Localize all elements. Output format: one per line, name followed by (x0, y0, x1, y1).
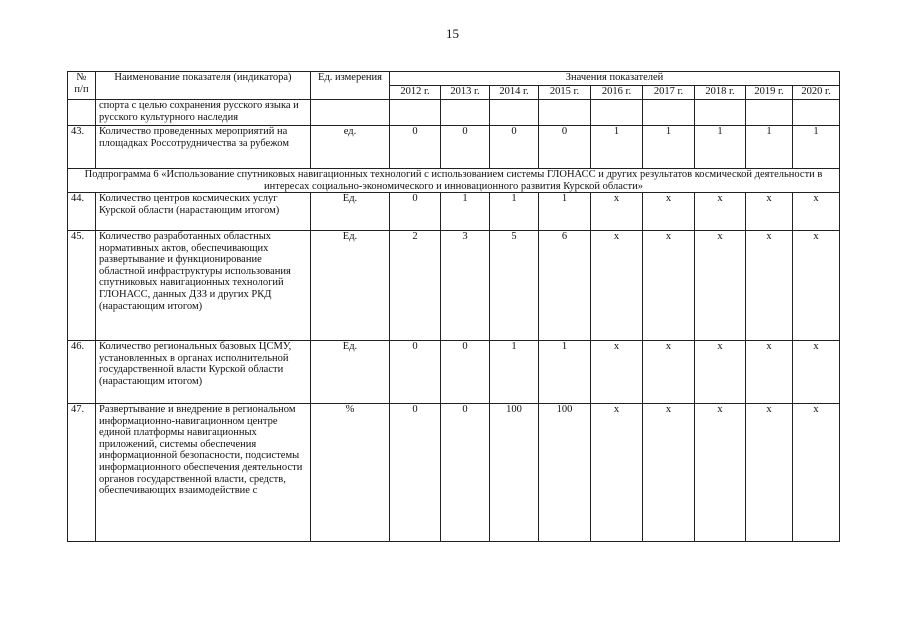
value-cell: 0 (539, 126, 591, 169)
value-cell: х (746, 404, 793, 542)
value-cell (695, 100, 746, 126)
value-cell: х (695, 404, 746, 542)
header-year: 2014 г. (490, 86, 539, 100)
value-cell (390, 100, 441, 126)
page-number: 15 (446, 26, 459, 41)
indicator-name: Количество региональных базовых ЦСМУ, установленных в органах исполнительной государственной власти Курской области (нарастающим итогом) (96, 341, 311, 404)
value-cell: 0 (390, 193, 441, 231)
unit-cell: Ед. (311, 193, 390, 231)
indicator-name: Развертывание и внедрение в региональном информационно-навигационном центре единой платформы навигационных приложений, системы обеспечения информационной безопасности, подсистемы информационного обеспечения деятельности органов государственной власти, средств, обеспечивающих взаимодействие с (96, 404, 311, 542)
value-cell: х (591, 193, 643, 231)
value-cell (441, 100, 490, 126)
table-row (68, 193, 840, 231)
value-cell: х (643, 193, 695, 231)
unit-cell: % (311, 404, 390, 542)
value-cell: х (643, 231, 695, 341)
value-cell (539, 100, 591, 126)
row-number: 45. (68, 231, 96, 341)
indicator-name: Количество разработанных областных нормативных актов, обеспечивающих развертывание и функционирование областной инфраструктуры использования спутниковых навигационных технологий ГЛОНАСС, данных ДЗЗ и других РКД (нарастающим итогом) (96, 231, 311, 341)
value-cell: х (643, 404, 695, 542)
header-year: 2019 г. (746, 86, 793, 100)
header-values-group: Значения показателей (390, 72, 840, 86)
value-cell: 1 (793, 126, 840, 169)
value-cell: 1 (746, 126, 793, 169)
indicator-name: спорта с целью сохранения русского языка и русского культурного наследия (96, 100, 311, 126)
value-cell: х (746, 231, 793, 341)
table-row (68, 126, 840, 169)
value-cell (793, 100, 840, 126)
value-cell: 0 (390, 404, 441, 542)
subprogram-title: Подпрограмма 6 «Использование спутниковых навигационных технологий с использованием системы ГЛОНАСС и других результатов космической деятельности в интересах социально-экономического и инновационного развития Курской области» (68, 169, 840, 193)
value-cell: 0 (390, 341, 441, 404)
unit-cell (311, 100, 390, 126)
value-cell: 0 (441, 126, 490, 169)
value-cell: х (746, 193, 793, 231)
value-cell: 0 (490, 126, 539, 169)
value-cell: 1 (695, 126, 746, 169)
value-cell: 1 (539, 341, 591, 404)
value-cell: х (643, 341, 695, 404)
table-row (68, 231, 840, 341)
value-cell: 1 (441, 193, 490, 231)
value-cell: 0 (390, 126, 441, 169)
value-cell: 0 (441, 404, 490, 542)
value-cell: 5 (490, 231, 539, 341)
header-year: 2020 г. (793, 86, 840, 100)
row-number: 43. (68, 126, 96, 169)
value-cell: 1 (490, 341, 539, 404)
value-cell (643, 100, 695, 126)
subprogram-row (68, 169, 840, 193)
header-name: Наименование показателя (индикатора) (96, 72, 311, 100)
value-cell (490, 100, 539, 126)
value-cell (746, 100, 793, 126)
value-cell: 1 (591, 126, 643, 169)
value-cell (591, 100, 643, 126)
unit-cell: Ед. (311, 231, 390, 341)
unit-cell: ед. (311, 126, 390, 169)
row-number: 46. (68, 341, 96, 404)
row-number: 44. (68, 193, 96, 231)
row-number (68, 100, 96, 126)
value-cell: 1 (490, 193, 539, 231)
value-cell: 3 (441, 231, 490, 341)
table-row (68, 404, 840, 542)
value-cell: х (695, 231, 746, 341)
indicators-table (67, 71, 840, 542)
header-year: 2013 г. (441, 86, 490, 100)
value-cell: 1 (539, 193, 591, 231)
indicator-name: Количество проведенных мероприятий на площадках Россотрудничества за рубежом (96, 126, 311, 169)
value-cell: х (793, 193, 840, 231)
table-row (68, 341, 840, 404)
value-cell: х (695, 193, 746, 231)
table-row (68, 100, 840, 126)
header-year: 2016 г. (591, 86, 643, 100)
header-year: 2017 г. (643, 86, 695, 100)
value-cell: х (793, 231, 840, 341)
value-cell: х (591, 231, 643, 341)
value-cell: 1 (643, 126, 695, 169)
value-cell: х (695, 341, 746, 404)
header-year: 2012 г. (390, 86, 441, 100)
header-unit: Ед. измерения (311, 72, 390, 100)
value-cell: 0 (441, 341, 490, 404)
header-num: № п/п (68, 72, 96, 100)
header-year: 2015 г. (539, 86, 591, 100)
row-number: 47. (68, 404, 96, 542)
table-header (68, 72, 840, 100)
value-cell: 100 (539, 404, 591, 542)
value-cell: 2 (390, 231, 441, 341)
value-cell: 6 (539, 231, 591, 341)
value-cell: х (591, 341, 643, 404)
unit-cell: Ед. (311, 341, 390, 404)
value-cell: х (591, 404, 643, 542)
table-body (68, 100, 840, 542)
value-cell: х (746, 341, 793, 404)
value-cell: х (793, 404, 840, 542)
header-year: 2018 г. (695, 86, 746, 100)
indicator-name: Количество центров космических услуг Курской области (нарастающим итогом) (96, 193, 311, 231)
value-cell: х (793, 341, 840, 404)
value-cell: 100 (490, 404, 539, 542)
